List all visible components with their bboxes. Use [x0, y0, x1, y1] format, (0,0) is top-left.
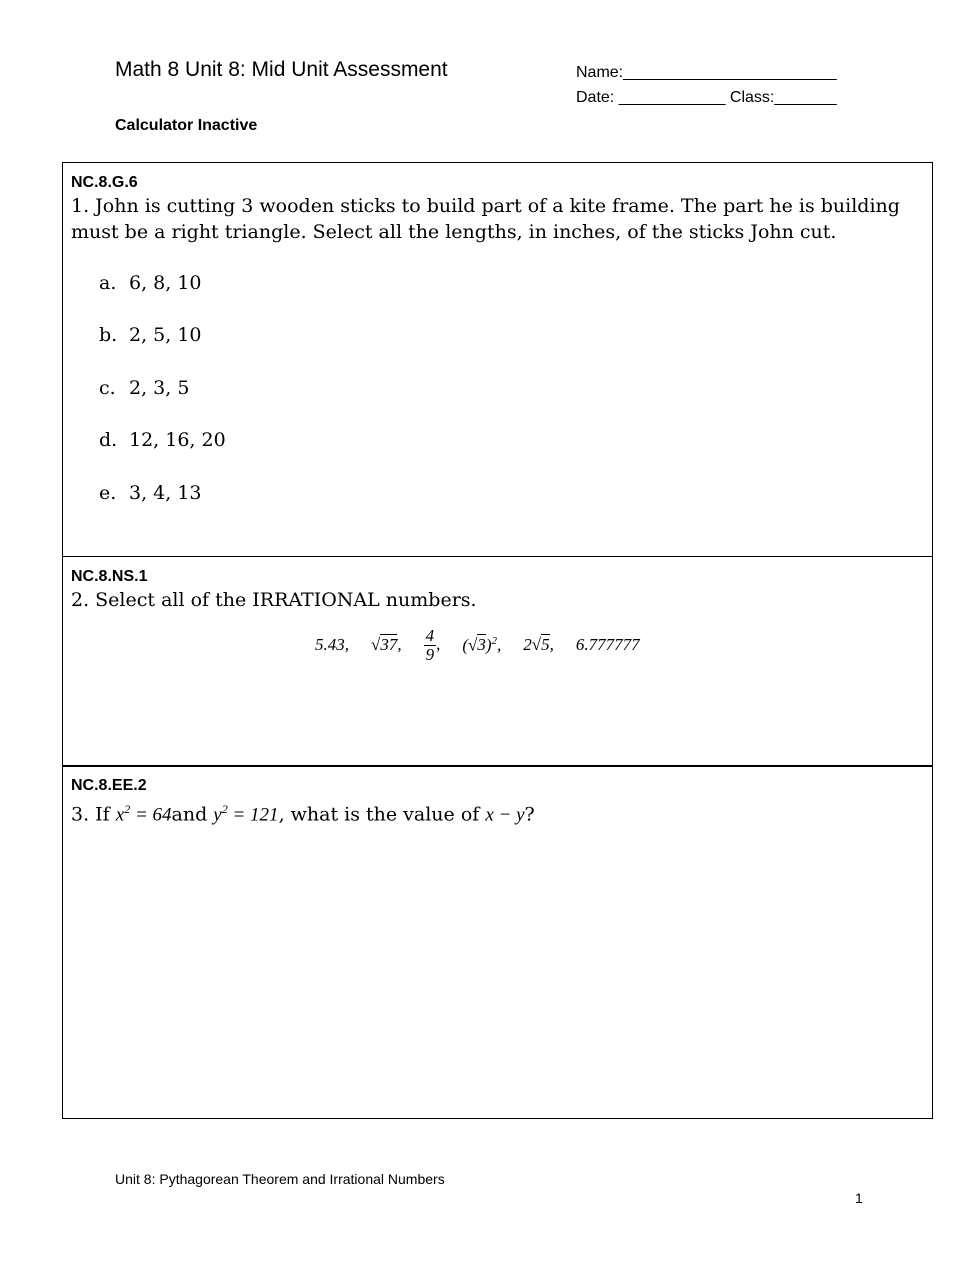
option-value: 2, 3, 5	[129, 377, 190, 399]
date-class-field: Date: ____________ Class:_______	[576, 89, 837, 106]
number-sqrt3-squared: $(√3)^2$,	[462, 634, 502, 655]
standard-label: NC.8.EE.2	[71, 776, 147, 794]
option-value: 12, 16, 20	[129, 429, 226, 451]
number-6-777777: 6.777777	[575, 635, 640, 654]
question-3	[62, 765, 933, 1119]
number-5-43: 5.43,	[315, 635, 349, 654]
option-letter: c.	[99, 377, 116, 399]
option-value: 3, 4, 13	[129, 482, 202, 504]
page-number: 1	[855, 1190, 863, 1206]
option-b	[99, 324, 202, 346]
standard-label: NC.8.NS.1	[71, 567, 148, 585]
option-c	[99, 377, 189, 399]
option-d	[99, 429, 226, 451]
number-2-sqrt-5: 2√5,	[523, 635, 554, 654]
question-text: 1. John is cutting 3 wooden sticks to build part of a kite frame. The part he is building must be a right triangle. Select all the lengths, in inches, of the sticks John cut.	[71, 195, 900, 243]
option-letter: a.	[99, 272, 117, 294]
document-title: Math 8 Unit 8: Mid Unit Assessment	[115, 58, 448, 81]
question-2	[62, 556, 933, 767]
option-value: 2, 5, 10	[129, 324, 202, 346]
question-1	[62, 162, 933, 557]
number-sqrt-37: √37,	[371, 635, 402, 654]
option-letter: d.	[99, 429, 118, 451]
footer-text: Unit 8: Pythagorean Theorem and Irrational Numbers	[115, 1171, 445, 1187]
option-value: 6, 8, 10	[129, 272, 202, 294]
number-fraction: $\frac{4}{9}$ ,	[425, 625, 441, 664]
question-text: 3. If $x^2 = 64and$ $y^2 = 121$, what is the value of x − y?	[71, 801, 535, 825]
option-a	[99, 272, 202, 294]
option-e	[99, 482, 202, 504]
question-text: 2. Select all of the IRRATIONAL numbers.	[71, 588, 477, 611]
number-list	[315, 627, 662, 664]
name-field: Name:________________________	[576, 64, 837, 81]
option-letter: b.	[99, 324, 118, 346]
calculator-note: Calculator Inactive	[115, 117, 258, 134]
standard-label: NC.8.G.6	[71, 174, 138, 191]
option-letter: e.	[99, 482, 117, 504]
